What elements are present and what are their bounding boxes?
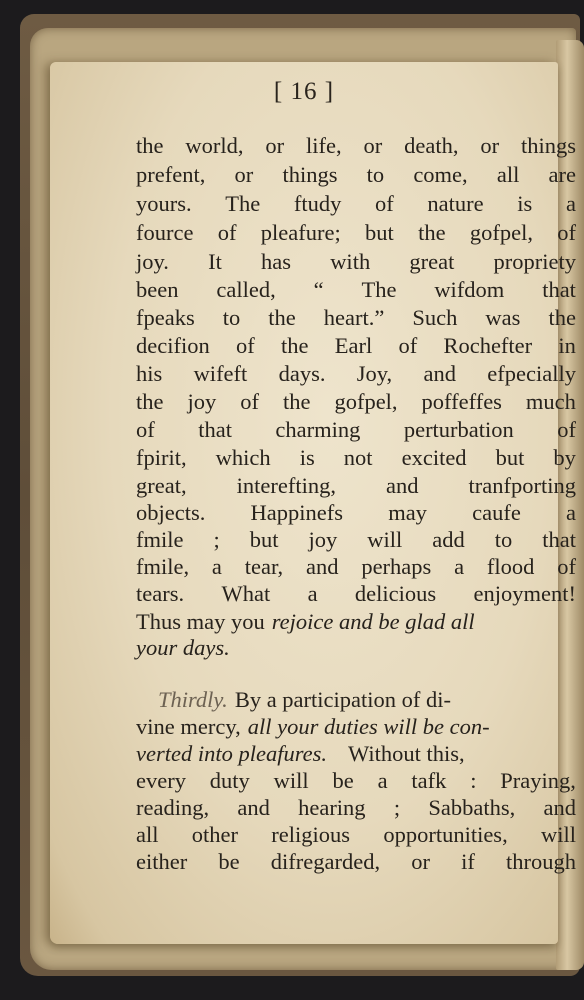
italic-run: rejoice and be glad all	[271, 609, 475, 634]
text-run: By a participation of di-	[234, 687, 452, 712]
word: of	[557, 220, 576, 245]
word: his	[136, 361, 163, 386]
word: much	[525, 389, 576, 414]
text-run: vine mercy,	[136, 714, 241, 739]
word: The	[361, 277, 397, 302]
word: tears.	[136, 581, 185, 606]
word: be	[332, 768, 354, 793]
word: excited	[401, 445, 467, 470]
word: a	[307, 581, 318, 606]
word: of	[136, 417, 155, 442]
word: pleafure;	[260, 220, 341, 245]
word: all	[136, 822, 159, 847]
word: and	[386, 473, 419, 498]
word: fmile	[136, 527, 184, 552]
text-line	[136, 388, 576, 416]
word: to	[222, 305, 241, 330]
word: but	[249, 527, 279, 552]
text-line	[136, 580, 576, 608]
word: the	[268, 305, 296, 330]
word: or	[234, 162, 254, 187]
word: is	[517, 191, 533, 216]
word: and	[237, 795, 270, 820]
word: of	[235, 333, 255, 358]
word: Praying,	[500, 768, 576, 793]
text-line	[136, 219, 576, 247]
word: What	[221, 581, 271, 606]
word: are	[548, 162, 576, 187]
text-line	[136, 767, 576, 795]
text-line	[136, 794, 576, 822]
text-line	[136, 190, 576, 218]
word: ;	[213, 527, 220, 552]
word: difregarded,	[270, 849, 381, 874]
word: flood	[486, 554, 535, 579]
word: called,	[216, 277, 276, 302]
text-line	[136, 526, 576, 554]
text-line	[136, 132, 576, 160]
word: may	[388, 500, 427, 525]
text-line	[136, 634, 576, 662]
word: be	[218, 849, 240, 874]
text-line	[136, 740, 576, 768]
text-line	[136, 332, 576, 360]
word: of	[375, 191, 394, 216]
word: delicious	[354, 581, 437, 606]
word: of	[240, 389, 259, 414]
word: Such	[412, 305, 458, 330]
word: to	[366, 162, 385, 187]
word: heart.”	[323, 305, 385, 330]
word: or	[363, 133, 383, 158]
word: of	[217, 220, 237, 245]
word: or	[411, 849, 430, 874]
word: things	[520, 133, 576, 158]
word: It	[208, 249, 222, 274]
word: not	[343, 445, 373, 470]
word: and	[306, 554, 339, 579]
word: duty	[209, 768, 250, 793]
word: efpecially	[487, 361, 576, 386]
word: great,	[136, 473, 187, 498]
word: of	[557, 554, 576, 579]
text-line	[136, 553, 576, 581]
word: the	[280, 333, 309, 358]
word: tear,	[244, 554, 284, 579]
word: gofpel,	[334, 389, 398, 414]
word: and	[543, 795, 576, 820]
text-line	[136, 713, 576, 741]
italic-run: verted into pleafures.	[136, 741, 327, 766]
word: which	[215, 445, 271, 470]
text-line	[136, 608, 576, 636]
word: death,	[404, 133, 459, 158]
word: Rochefter	[443, 333, 533, 358]
word: the	[548, 305, 576, 330]
word: enjoyment!	[473, 581, 576, 606]
word: all	[496, 162, 520, 187]
word: will	[367, 527, 403, 552]
word: with	[330, 249, 371, 274]
text-line	[136, 499, 576, 527]
text-line	[136, 821, 576, 849]
word: tafk	[411, 768, 447, 793]
word: a	[211, 554, 222, 579]
word: of	[398, 333, 418, 358]
word: is	[299, 445, 315, 470]
word: and	[423, 361, 456, 386]
word: other	[191, 822, 239, 847]
word: great	[409, 249, 455, 274]
word: that	[542, 277, 576, 302]
word: reading,	[136, 795, 210, 820]
word: ;	[393, 795, 401, 820]
text-line	[136, 276, 576, 304]
word: has	[261, 249, 292, 274]
word: gofpel,	[469, 220, 533, 245]
text-line	[136, 686, 576, 714]
word: interefting,	[236, 473, 336, 498]
word: add	[432, 527, 465, 552]
text-line	[136, 848, 576, 876]
word: joy.	[136, 249, 169, 274]
word: objects.	[136, 500, 206, 525]
word: Joy,	[356, 361, 393, 386]
word: Happinefs	[250, 500, 344, 525]
word: opportunities,	[383, 822, 508, 847]
book-page	[50, 62, 576, 944]
word: fpirit,	[136, 445, 187, 470]
word: the	[418, 220, 446, 245]
word: religious	[271, 822, 351, 847]
word: charming	[275, 417, 361, 442]
word: to	[494, 527, 513, 552]
word: joy	[308, 527, 338, 552]
word: by	[553, 445, 576, 470]
word: will	[540, 822, 576, 847]
word: fource	[136, 220, 194, 245]
word: propriety	[493, 249, 576, 274]
word: if	[461, 849, 475, 874]
word: caufe	[472, 500, 521, 525]
word: fmile,	[136, 554, 190, 579]
word: tranfporting	[468, 473, 576, 498]
word: or	[480, 133, 500, 158]
word: poffeffes	[421, 389, 502, 414]
word: will	[273, 768, 309, 793]
text-run: Without this,	[348, 741, 465, 766]
word: joy	[187, 389, 217, 414]
word: ftudy	[293, 191, 342, 216]
text-line	[136, 304, 576, 332]
word: been	[136, 277, 179, 302]
word: that	[198, 417, 232, 442]
word: come,	[413, 162, 468, 187]
word: but	[365, 220, 394, 245]
word: nature	[427, 191, 484, 216]
word: wifeft	[193, 361, 248, 386]
word: was	[485, 305, 521, 330]
italic-run: your days.	[136, 635, 230, 660]
text-line	[136, 472, 576, 500]
word: in	[558, 333, 576, 358]
word: that	[542, 527, 576, 552]
word: perhaps	[361, 554, 432, 579]
word: The	[225, 191, 261, 216]
word: a	[565, 191, 576, 216]
word: perturbation	[403, 417, 514, 442]
text-line	[136, 444, 576, 472]
text-line	[136, 161, 576, 189]
word: of	[557, 417, 576, 442]
word: a	[565, 500, 576, 525]
page-number: [ 16 ]	[273, 78, 335, 105]
word: or	[265, 133, 285, 158]
word: either	[136, 849, 188, 874]
word: world,	[185, 133, 244, 158]
word: decifion	[136, 333, 210, 358]
word: a	[454, 554, 465, 579]
word: but	[495, 445, 525, 470]
text-line	[136, 248, 576, 276]
word: “	[313, 277, 324, 302]
word: a	[377, 768, 388, 793]
italic-run: all your duties will be con-	[247, 714, 490, 739]
word: the	[282, 389, 311, 414]
word: every	[136, 768, 186, 793]
word: days.	[278, 361, 326, 386]
word: Earl	[334, 333, 373, 358]
word: life,	[306, 133, 342, 158]
word: the	[136, 133, 164, 158]
word: through	[506, 849, 576, 874]
word: the	[136, 389, 164, 414]
word: wifdom	[434, 277, 505, 302]
text-run: Thus may you	[136, 609, 265, 634]
word: yours.	[136, 191, 192, 216]
word: prefent,	[136, 162, 206, 187]
italic-run: Thirdly.	[158, 687, 228, 712]
text-line	[136, 360, 576, 388]
word: fpeaks	[136, 305, 195, 330]
word: things	[282, 162, 338, 187]
word: :	[470, 768, 477, 793]
text-line	[136, 416, 576, 444]
word: hearing	[298, 795, 366, 820]
word: Sabbaths,	[428, 795, 516, 820]
